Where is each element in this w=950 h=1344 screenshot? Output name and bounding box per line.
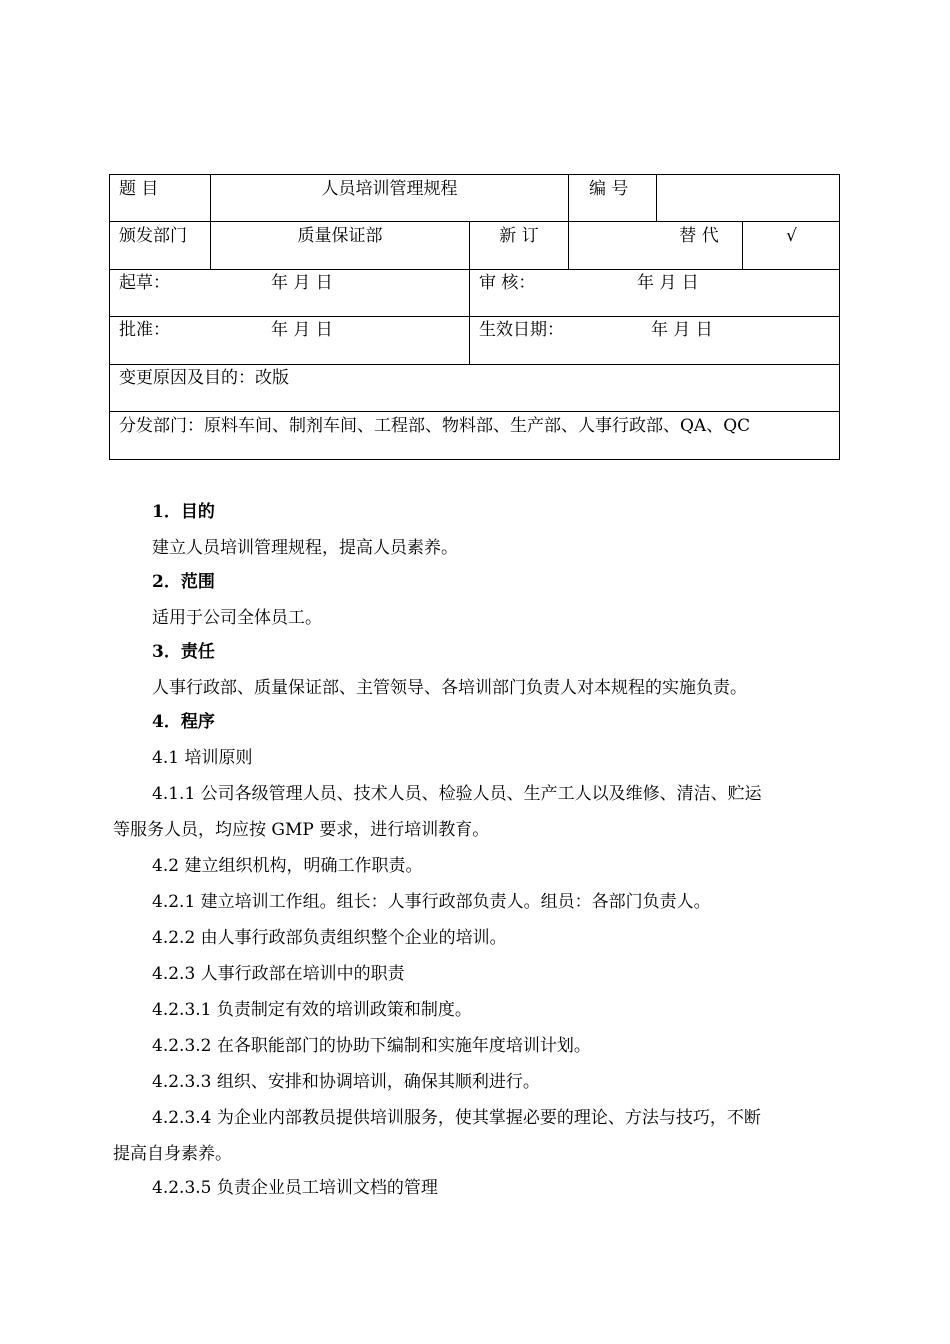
draft-date: 年 月 日 (271, 273, 333, 293)
paragraph-continuation: 等服务人员，均应按 GMP 要求，进行培训教育。 (113, 820, 490, 840)
paragraph-continuation: 提高自身素养。 (113, 1144, 232, 1164)
distribution-departments: 分发部门：原料车间、制剂车间、工程部、物料部、生产部、人事行政部、QA、QC (119, 416, 751, 436)
col-divider (656, 174, 657, 222)
col-divider (568, 174, 569, 269)
paragraph: 人事行政部、质量保证部、主管领导、各培训部门负责人对本规程的实施负责。 (152, 678, 747, 698)
paragraph: 4.1.1 公司各级管理人员、技术人员、检验人员、生产工人以及维修、清洁、贮运 (152, 784, 762, 804)
paragraph: 建立人员培训管理规程，提高人员素养。 (152, 538, 458, 558)
section-heading: 3．责任 (152, 642, 215, 662)
paragraph: 4.2.3.5 负责企业员工培训文档的管理 (152, 1178, 438, 1198)
replace-label: 替 代 (679, 226, 719, 246)
paragraph: 4.2 建立组织机构，明确工作职责。 (152, 856, 423, 876)
review-label: 审 核： (479, 273, 536, 293)
paragraph: 4.2.3.2 在各职能部门的协助下编制和实施年度培训计划。 (152, 1036, 591, 1056)
change-reason: 变更原因及目的：改版 (119, 368, 289, 388)
table-border-left (109, 174, 110, 460)
approve-date: 年 月 日 (271, 320, 333, 340)
row-divider (109, 316, 840, 317)
review-date: 年 月 日 (637, 273, 699, 293)
row-divider (109, 221, 840, 222)
effective-date: 年 月 日 (651, 320, 713, 340)
paragraph: 4.2.3 人事行政部在培训中的职责 (152, 964, 405, 984)
new-label: 新 订 (499, 226, 539, 246)
row-divider (109, 411, 840, 412)
issuing-dept-label: 颁发部门 (119, 226, 187, 246)
draft-label: 起草： (119, 273, 170, 293)
title-value: 人员培训管理规程 (321, 179, 458, 199)
paragraph: 4.2.3.3 组织、安排和协调培训，确保其顺利进行。 (152, 1072, 540, 1092)
paragraph: 4.2.2 由人事行政部负责组织整个企业的培训。 (152, 928, 507, 948)
table-border-top (109, 174, 840, 175)
effective-date-label: 生效日期： (479, 320, 564, 340)
section-heading: 2．范围 (152, 572, 215, 592)
title-label: 题 目 (119, 179, 159, 199)
number-label: 编 号 (589, 179, 629, 199)
row-divider (109, 364, 840, 365)
paragraph: 4.2.1 建立培训工作组。组长：人事行政部负责人。组员：各部门负责人。 (152, 892, 711, 912)
replace-checkmark: √ (786, 226, 797, 246)
issuing-dept-value: 质量保证部 (297, 226, 383, 246)
paragraph: 4.2.3.1 负责制定有效的培训政策和制度。 (152, 1000, 472, 1020)
paragraph: 适用于公司全体员工。 (152, 608, 322, 628)
paragraph: 4.2.3.4 为企业内部教员提供培训服务，使其掌握必要的理论、方法与技巧，不断 (152, 1108, 761, 1128)
approve-label: 批准： (119, 320, 170, 340)
row-divider (109, 269, 840, 270)
section-heading: 4．程序 (152, 712, 215, 732)
document-header-table (109, 174, 840, 460)
table-border-right (839, 174, 840, 460)
section-heading: 1．目的 (152, 502, 215, 522)
table-border-bottom (109, 459, 840, 460)
paragraph: 4.1 培训原则 (152, 748, 253, 768)
